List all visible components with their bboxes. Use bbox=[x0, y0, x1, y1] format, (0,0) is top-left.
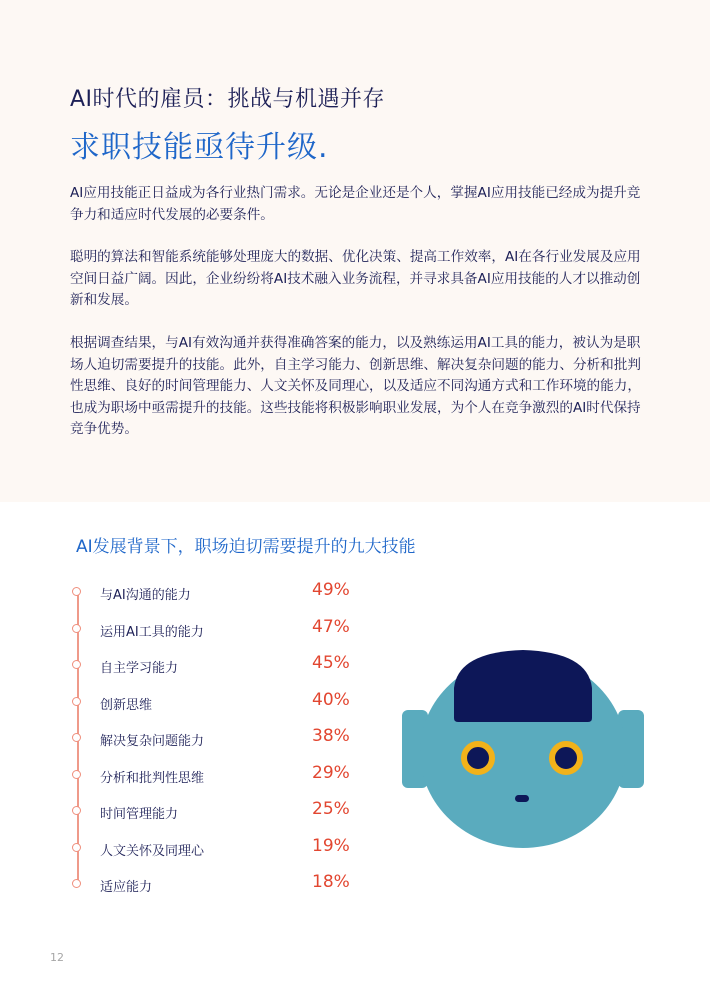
timeline-dot-icon bbox=[72, 843, 81, 852]
robot-head-icon bbox=[398, 648, 648, 848]
skill-percent: 40% bbox=[312, 689, 350, 710]
skill-item bbox=[70, 615, 370, 651]
skill-item bbox=[70, 688, 370, 724]
robot-mouth bbox=[515, 795, 529, 802]
paragraph-2: 聪明的算法和智能系统能够处理庞大的数据、优化决策、提高工作效率，AI在各行业发展及应用空间日益广阔。因此，企业纷纷将AI技术融入业务流程，并寻求具备AI应用技能的人才以推动创新和发展。 bbox=[70, 249, 641, 308]
robot-right-eye bbox=[552, 744, 580, 772]
skill-name: 解决复杂问题能力 bbox=[100, 734, 205, 749]
page-subtitle: AI时代的雇员：挑战与机遇并存 bbox=[70, 87, 386, 112]
skill-name: 运用AI工具的能力 bbox=[100, 624, 204, 640]
timeline-dot-icon bbox=[72, 697, 81, 706]
skill-percent: 19% bbox=[312, 835, 350, 856]
skill-percent: 49% bbox=[312, 580, 350, 600]
skill-name: 适应能力 bbox=[100, 880, 153, 895]
skill-name: 分析和批判性思维 bbox=[100, 770, 205, 786]
page-headline: 求职技能亟待升级. bbox=[70, 130, 329, 165]
skills-section-title: AI发展背景下，职场迫切需要提升的九大技能 bbox=[76, 537, 416, 557]
timeline-dot-icon bbox=[72, 624, 81, 633]
skill-item bbox=[70, 834, 370, 870]
robot-hair bbox=[454, 650, 592, 722]
timeline-dot-icon bbox=[72, 733, 81, 742]
skill-item bbox=[70, 797, 370, 833]
skill-name: 时间管理能力 bbox=[100, 807, 179, 822]
robot-left-eye bbox=[464, 744, 492, 772]
skills-list bbox=[70, 578, 370, 898]
timeline-dot-icon bbox=[72, 770, 81, 779]
skill-item bbox=[70, 578, 370, 614]
timeline-dot-icon bbox=[72, 587, 81, 596]
skill-percent: 29% bbox=[312, 762, 350, 783]
skill-percent: 45% bbox=[312, 653, 350, 673]
skill-name: 创新思维 bbox=[100, 697, 153, 713]
timeline-dot-icon bbox=[72, 879, 81, 888]
skill-name: 自主学习能力 bbox=[100, 661, 179, 676]
skill-item bbox=[70, 870, 370, 906]
paragraph-3: 根据调查结果，与AI有效沟通并获得准确答案的能力，以及熟练运用AI工具的能力，被认为是职场人迫切需要提升的技能。此外，自主学习能力、创新思维、解决复杂问题的能力、分析和批判性思维、良好的时间管理能力、人文关怀及同理心，以及适应不同沟通方式和工作环境的能力，也成为职场中亟需提升的技能。这些技能将积极影响职业发展，为个人在竞争激烈的AI时代保持竞争优势。 bbox=[70, 335, 641, 437]
timeline-dot-icon bbox=[72, 660, 81, 669]
skill-percent: 38% bbox=[312, 726, 350, 746]
skill-name: 与AI沟通的能力 bbox=[100, 588, 191, 603]
skill-percent: 18% bbox=[312, 872, 350, 892]
skill-percent: 25% bbox=[312, 799, 350, 819]
paragraph-1: AI应用技能正日益成为各行业热门需求。无论是企业还是个人，掌握AI应用技能已经成为提升竞争力和适应时代发展的必要条件。 bbox=[70, 185, 641, 223]
skill-percent: 47% bbox=[312, 616, 350, 637]
skill-item bbox=[70, 724, 370, 760]
page-number: 12 bbox=[50, 951, 64, 964]
skill-name: 人文关怀及同理心 bbox=[100, 843, 205, 859]
skill-item bbox=[70, 651, 370, 687]
timeline-dot-icon bbox=[72, 806, 81, 815]
skill-item bbox=[70, 761, 370, 797]
